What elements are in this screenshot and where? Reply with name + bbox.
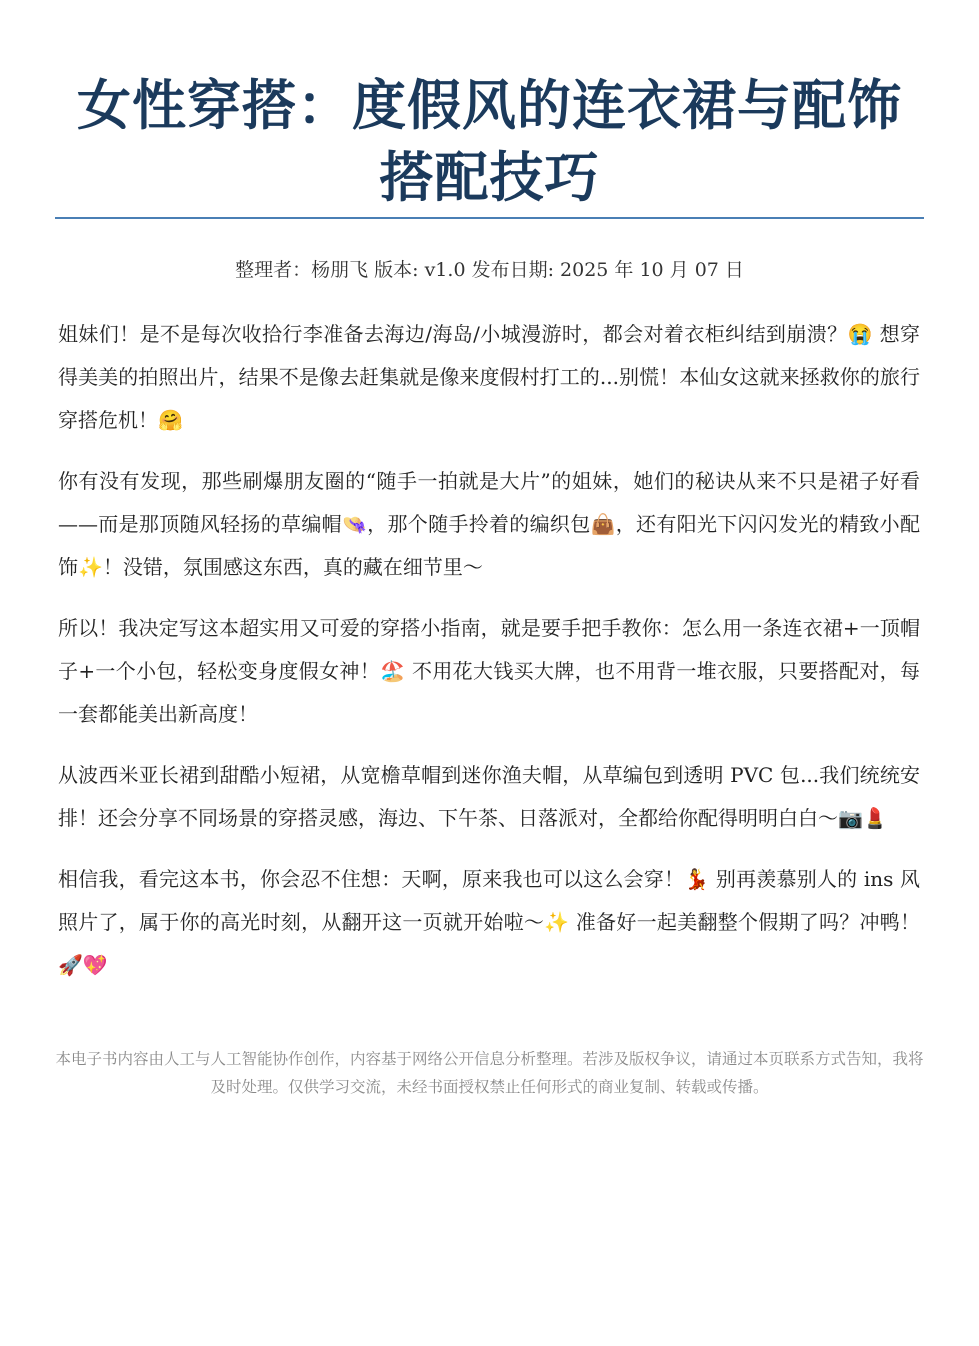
closing-paragraph: 相信我，看完这本书，你会忍不住想：天啊，原来我也可以这么会穿！💃 别再羡慕别人的 ins 风照片了，属于你的高光时刻，从翻开这一页就开始啦～✨ 准备好一起美翻整个假期了吗？冲鸭！🚀💖 — [58, 867, 920, 977]
version-value: v1.0 — [424, 259, 466, 281]
page-title: 女性穿搭：度假风的连衣裙与配饰搭配技巧 — [77, 74, 902, 209]
title-divider — [55, 217, 924, 219]
version-label: 版本: — [368, 259, 425, 281]
document-body — [58, 313, 920, 1005]
editor-name: 杨朋飞 — [311, 259, 369, 281]
disclaimer-footer: 本电子书内容由人工与人工智能协作创作，内容基于网络公开信息分析整理。若涉及版权争议，请通过本页联系方式告知，我将及时处理。仅供学习交流，未经书面授权禁止任何形式的商业复制、转载或传播。 — [55, 1050, 924, 1096]
date-label: 发布日期: — [465, 259, 561, 281]
document-meta — [55, 255, 924, 285]
discovery-paragraph: 你有没有发现，那些刷爆朋友圈的“随手一拍就是大片”的姐妹，她们的秘诀从来不只是裙子好看——而是那顶随风轻扬的草编帽👒，那个随手拎着的编织包👜，还有阳光下闪闪发光的精致小配饰✨！没错，氛围感这东西，真的藏在细节里～ — [58, 469, 920, 579]
editor-label: 整理者： — [235, 259, 312, 281]
guide-paragraph: 所以！我决定写这本超实用又可爱的穿搭小指南，就是要手把手教你：怎么用一条连衣裙+一顶帽子+一个小包，轻松变身度假女神！🏖️ 不用花大钱买大牌，也不用背一堆衣服，只要搭配对，每一套都能美出新高度！ — [58, 616, 920, 726]
scope-paragraph: 从波西米亚长裙到甜酷小短裙，从宽檐草帽到迷你渔夫帽，从草编包到透明 PVC 包...我们统统安排！还会分享不同场景的穿搭灵感，海边、下午茶、日落派对，全都给你配得明明白白～📷💄 — [58, 763, 920, 830]
intro-paragraph: 姐妹们！是不是每次收拾行李准备去海边/海岛/小城漫游时，都会对着衣柜纠结到崩溃？😭 想穿得美美的拍照出片，结果不是像去赶集就是像来度假村打工的...别慌！本仙女这就来拯救你的旅行穿搭危机！🤗 — [58, 322, 920, 432]
date-value: 2025 年 10 月 07 日 — [560, 259, 744, 281]
